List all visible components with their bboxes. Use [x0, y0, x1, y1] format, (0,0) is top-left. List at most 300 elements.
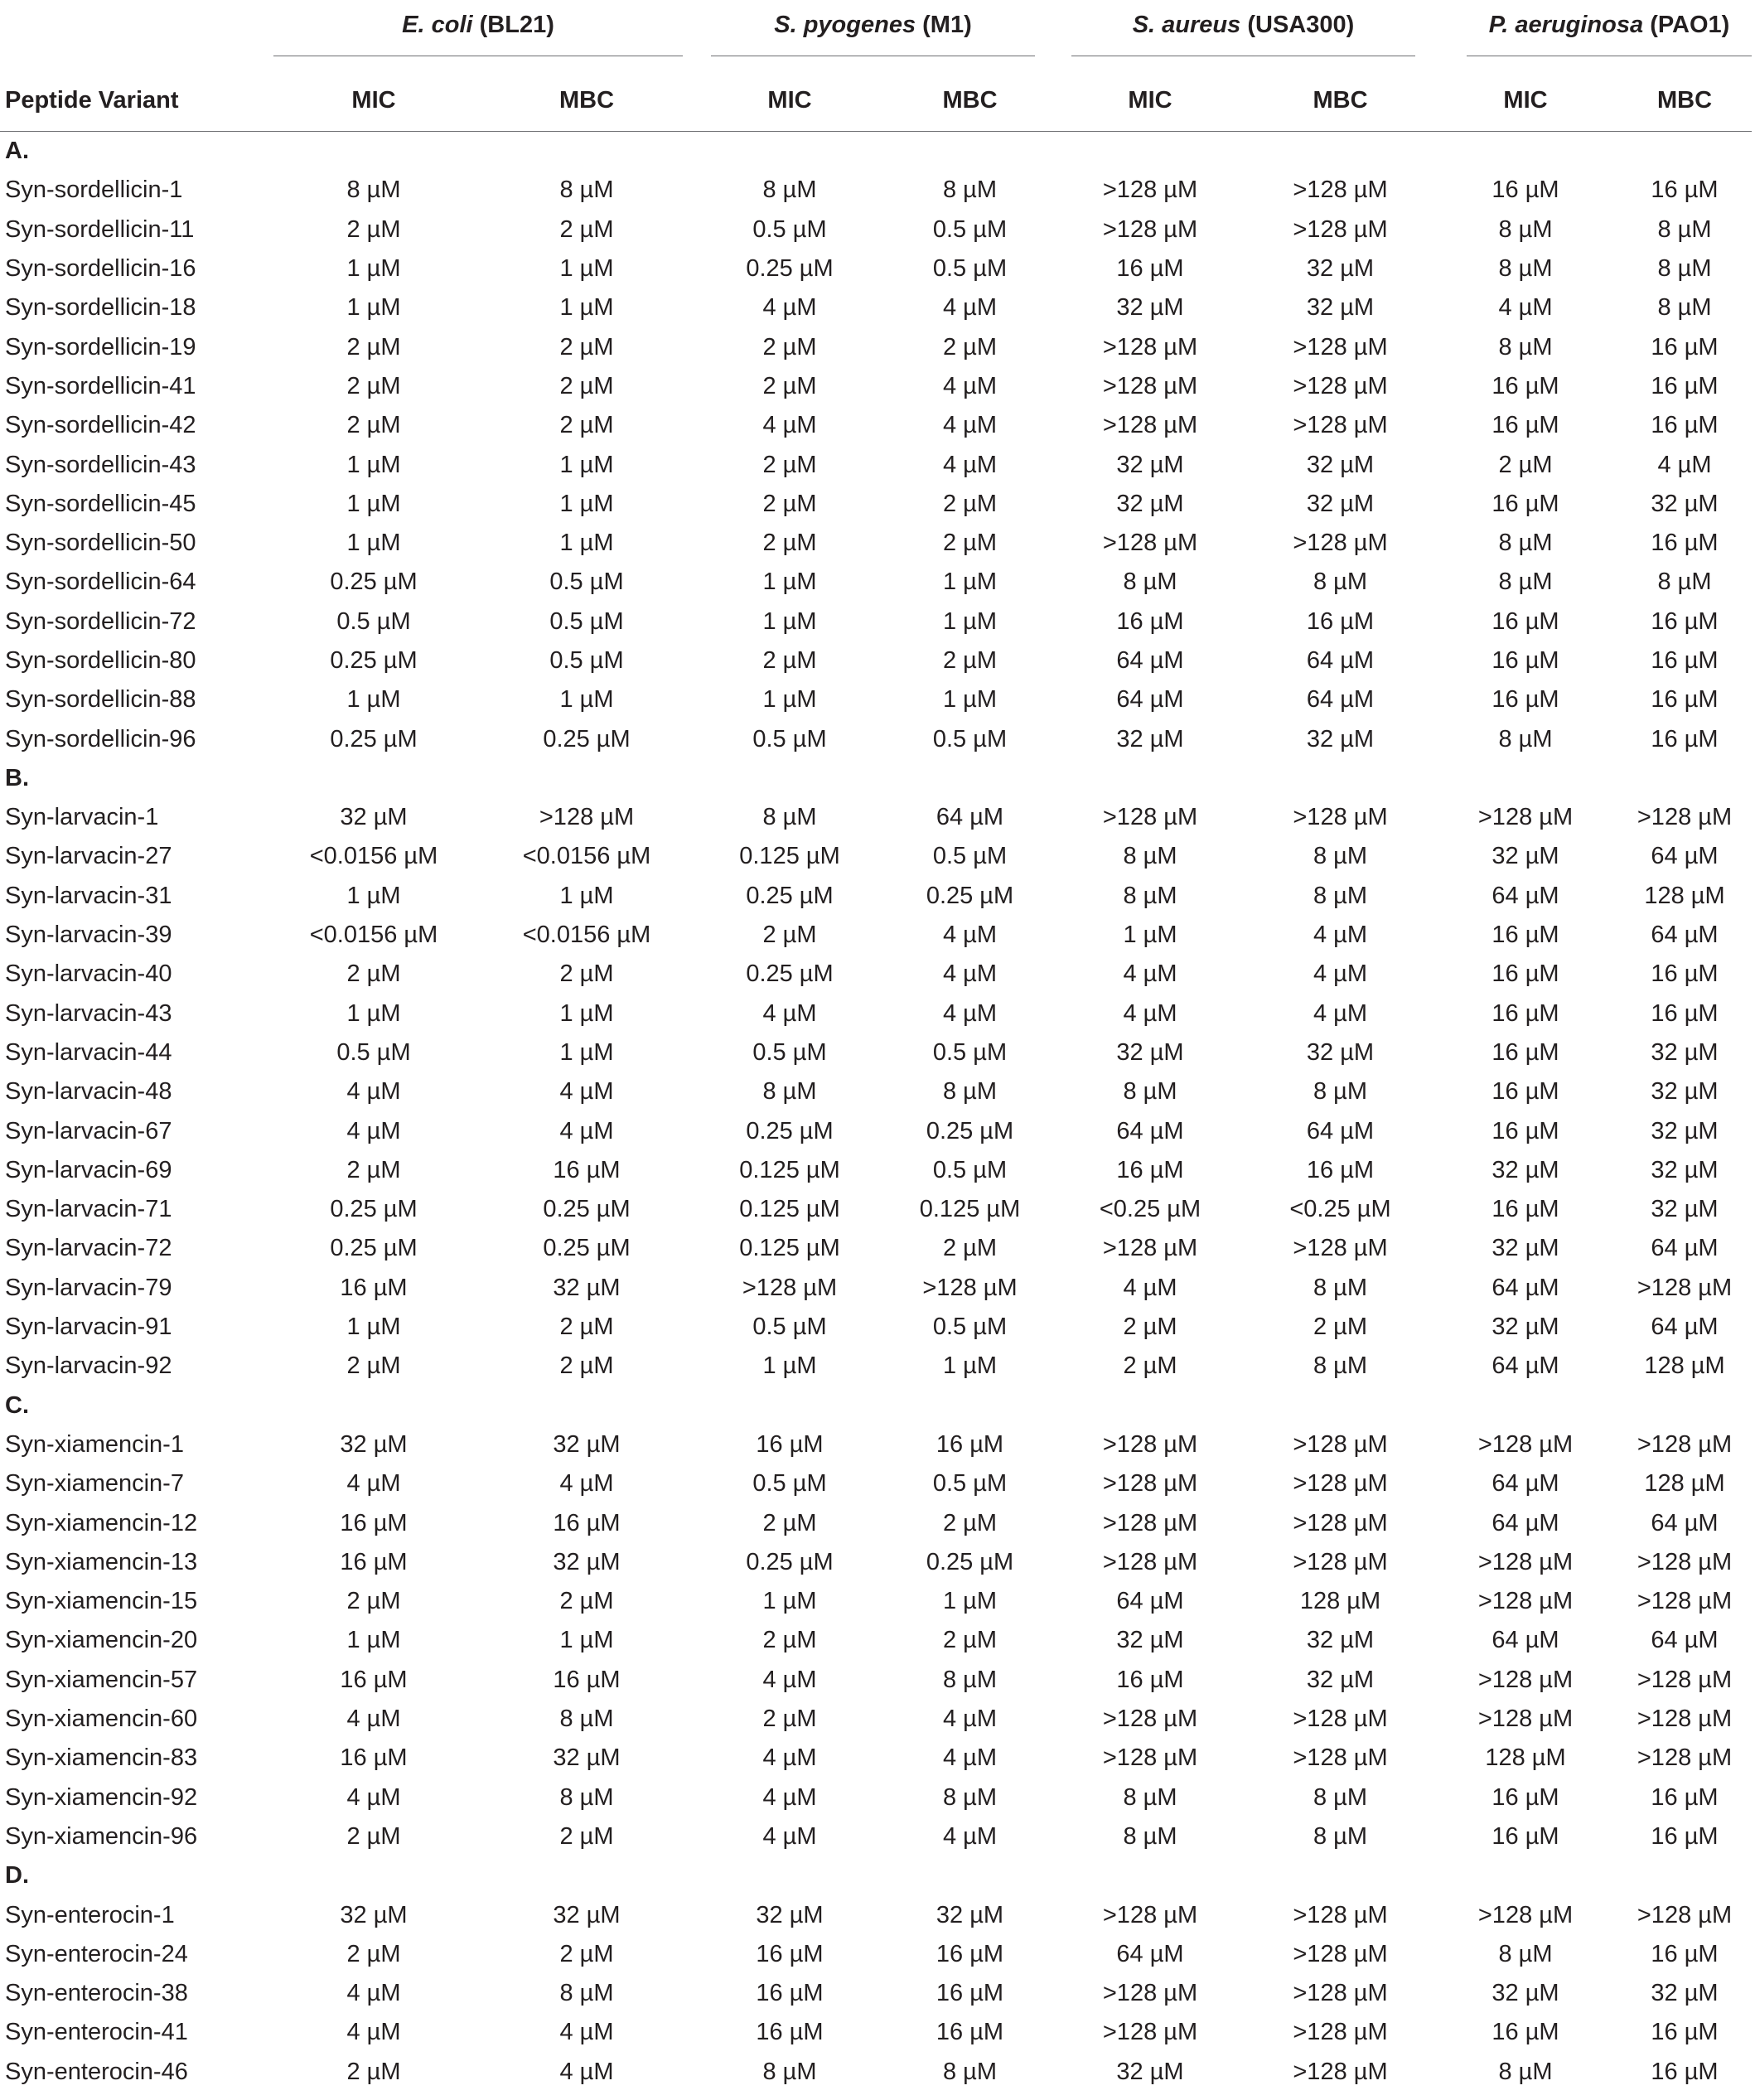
value-cell: 16 µM: [340, 1744, 408, 1772]
value-cell: 0.25 µM: [926, 1117, 1014, 1144]
value-cell: 16 µM: [340, 1548, 408, 1575]
value-cell: 8 µM: [762, 2058, 817, 2085]
peptide-name-cell: Syn-xiamencin-83: [5, 1744, 198, 1772]
value-cell: 8 µM: [1123, 1822, 1177, 1850]
value-cell: 4 µM: [1123, 960, 1177, 988]
organism-name: P. aeruginosa: [1488, 12, 1644, 38]
value-cell: 32 µM: [1306, 1666, 1375, 1693]
value-cell: 16 µM: [553, 1509, 621, 1536]
value-cell: 32 µM: [1651, 1156, 1719, 1183]
value-cell: 16 µM: [1492, 372, 1559, 399]
value-cell: 128 µM: [1485, 1744, 1566, 1772]
value-cell: 8 µM: [942, 1666, 998, 1693]
value-cell: 0.25 µM: [746, 960, 834, 988]
value-cell: 16 µM: [756, 1940, 824, 1967]
value-cell: 0.125 µM: [739, 1235, 840, 1262]
value-cell: >128 µM: [1477, 804, 1574, 831]
value-cell: 16 µM: [1651, 530, 1719, 557]
value-cell: 32 µM: [756, 1901, 824, 1928]
value-cell: 2 µM: [942, 647, 998, 674]
column-header: MIC: [1053, 70, 1247, 132]
group-header-p-aeruginosa: [1433, 0, 1752, 70]
value-cell: 0.5 µM: [752, 215, 827, 243]
value-cell: 4 µM: [942, 1822, 998, 1850]
value-cell: 64 µM: [1651, 922, 1719, 949]
value-cell: 1 µM: [559, 686, 614, 714]
value-cell: >128 µM: [1293, 2019, 1388, 2046]
value-cell: 16 µM: [1651, 177, 1719, 204]
value-cell: 4 µM: [559, 1078, 614, 1106]
value-cell: 4 µM: [762, 999, 817, 1027]
value-cell: >128 µM: [1477, 1548, 1574, 1575]
value-cell: 2 µM: [346, 372, 401, 399]
value-cell: 2 µM: [1123, 1352, 1177, 1380]
value-cell: >128 µM: [1102, 1980, 1198, 2007]
value-cell: >128 µM: [1102, 1235, 1198, 1262]
value-cell: 64 µM: [1492, 1274, 1559, 1301]
table-row: [0, 406, 1752, 445]
value-cell: 0.25 µM: [746, 1548, 834, 1575]
value-cell: 16 µM: [340, 1509, 408, 1536]
value-cell: >128 µM: [1102, 1744, 1198, 1772]
table-row: [0, 524, 1752, 563]
value-cell: 2 µM: [559, 1588, 614, 1615]
value-cell: 32 µM: [1492, 1156, 1559, 1183]
value-cell: >128 µM: [1102, 1901, 1198, 1928]
value-cell: 1 µM: [559, 451, 614, 478]
value-cell: 4 µM: [346, 1117, 401, 1144]
value-cell: 4 µM: [1657, 451, 1712, 478]
value-cell: 8 µM: [1313, 569, 1368, 596]
value-cell: >128 µM: [1477, 1588, 1574, 1615]
value-cell: 32 µM: [1651, 1980, 1719, 2007]
value-cell: 4 µM: [942, 1706, 998, 1733]
value-cell: 16 µM: [936, 1980, 1004, 2007]
value-cell: 32 µM: [340, 1901, 408, 1928]
table-row: [0, 2053, 1752, 2092]
value-cell: 1 µM: [942, 686, 998, 714]
value-cell: 64 µM: [1306, 686, 1375, 714]
value-cell: 1 µM: [559, 530, 614, 557]
value-cell: 32 µM: [1492, 1314, 1559, 1341]
value-cell: >128 µM: [1102, 333, 1198, 360]
value-cell: 2 µM: [762, 1627, 817, 1654]
peptide-name-cell: Syn-xiamencin-15: [5, 1588, 198, 1615]
value-cell: 0.5 µM: [752, 1038, 827, 1066]
value-cell: 1 µM: [1123, 922, 1177, 949]
value-cell: 128 µM: [1644, 1352, 1725, 1380]
value-cell: 1 µM: [942, 607, 998, 635]
section-label: D.: [5, 1862, 29, 1890]
value-cell: <0.0156 µM: [522, 922, 651, 949]
peptide-name-cell: Syn-enterocin-38: [5, 1980, 188, 2007]
value-cell: 4 µM: [346, 1470, 401, 1498]
value-cell: 2 µM: [346, 1822, 401, 1850]
peptide-name-cell: Syn-larvacin-48: [5, 1078, 172, 1106]
value-cell: 16 µM: [1492, 1783, 1559, 1811]
table-body: [0, 132, 1752, 2092]
peptide-name-cell: Syn-sordellicin-41: [5, 372, 196, 399]
value-cell: 2 µM: [942, 530, 998, 557]
value-cell: 4 µM: [762, 1744, 817, 1772]
value-cell: 1 µM: [346, 451, 401, 478]
table-row: [0, 1739, 1752, 1778]
value-cell: 16 µM: [1492, 1822, 1559, 1850]
value-cell: 32 µM: [553, 1744, 621, 1772]
peptide-name-cell: Syn-xiamencin-20: [5, 1627, 198, 1654]
section-header-row: [0, 1856, 1752, 1895]
table-row: [0, 2013, 1752, 2052]
table-row: [0, 367, 1752, 406]
table-row: [0, 1151, 1752, 1190]
peptide-name-cell: Syn-larvacin-44: [5, 1038, 172, 1066]
value-cell: >128 µM: [1637, 1588, 1733, 1615]
value-cell: 2 µM: [1498, 451, 1553, 478]
value-cell: 4 µM: [1313, 960, 1368, 988]
value-cell: 4 µM: [559, 2058, 614, 2085]
peptide-name-cell: Syn-larvacin-1: [5, 804, 159, 831]
value-cell: >128 µM: [1293, 1548, 1388, 1575]
peptide-name-cell: Syn-larvacin-91: [5, 1314, 172, 1341]
table-row: [0, 837, 1752, 876]
value-cell: 1 µM: [942, 569, 998, 596]
peptide-name-cell: Syn-larvacin-79: [5, 1274, 172, 1301]
peptide-name-cell: Syn-sordellicin-45: [5, 490, 196, 517]
table-row: [0, 1700, 1752, 1739]
value-cell: 64 µM: [1116, 647, 1184, 674]
value-cell: 0.5 µM: [932, 1038, 1008, 1066]
value-cell: 0.25 µM: [746, 1117, 834, 1144]
value-cell: 4 µM: [346, 2019, 401, 2046]
peptide-name-cell: Syn-enterocin-41: [5, 2019, 188, 2046]
value-cell: 0.25 µM: [746, 255, 834, 283]
value-cell: 0.5 µM: [932, 1156, 1008, 1183]
value-cell: 0.5 µM: [752, 1470, 827, 1498]
value-cell: 16 µM: [1492, 922, 1559, 949]
organism-header-row: [0, 0, 1752, 70]
value-cell: >128 µM: [1637, 804, 1733, 831]
value-cell: 1 µM: [559, 1038, 614, 1066]
value-cell: 16 µM: [1116, 1666, 1184, 1693]
table-row: [0, 1111, 1752, 1150]
table-row: [0, 1347, 1752, 1386]
value-cell: 16 µM: [1116, 255, 1184, 283]
table-row: [0, 955, 1752, 994]
strain-name: (M1): [922, 12, 972, 38]
value-cell: >128 µM: [1293, 215, 1388, 243]
value-cell: >128 µM: [1477, 1430, 1574, 1458]
value-cell: 4 µM: [1313, 922, 1368, 949]
value-cell: 2 µM: [1123, 1314, 1177, 1341]
value-cell: 16 µM: [1116, 607, 1184, 635]
value-cell: 1 µM: [346, 1627, 401, 1654]
value-cell: >128 µM: [1293, 333, 1388, 360]
value-cell: >128 µM: [1293, 1509, 1388, 1536]
value-cell: 2 µM: [346, 333, 401, 360]
value-cell: 8 µM: [1313, 1822, 1368, 1850]
value-cell: 4 µM: [346, 1706, 401, 1733]
table-row: [0, 602, 1752, 641]
value-cell: 8 µM: [762, 804, 817, 831]
value-cell: 2 µM: [942, 1509, 998, 1536]
section-header-row: [0, 759, 1752, 798]
table-row: [0, 563, 1752, 602]
value-cell: 32 µM: [1306, 451, 1375, 478]
header-spacer: [0, 0, 267, 70]
value-cell: 32 µM: [553, 1548, 621, 1575]
value-cell: 4 µM: [346, 1783, 401, 1811]
value-cell: 2 µM: [346, 215, 401, 243]
peptide-name-cell: Syn-larvacin-27: [5, 843, 172, 870]
peptide-name-cell: Syn-larvacin-92: [5, 1352, 172, 1380]
value-cell: 4 µM: [559, 2019, 614, 2046]
value-cell: >128 µM: [922, 1274, 1018, 1301]
value-cell: 16 µM: [936, 2019, 1004, 2046]
value-cell: >128 µM: [1102, 372, 1198, 399]
value-cell: 2 µM: [346, 960, 401, 988]
value-cell: >128 µM: [1102, 1548, 1198, 1575]
value-cell: 1 µM: [559, 255, 614, 283]
value-cell: 4 µM: [762, 1822, 817, 1850]
table-row: [0, 485, 1752, 524]
value-cell: 32 µM: [1116, 2058, 1184, 2085]
value-cell: 16 µM: [1492, 1078, 1559, 1106]
value-cell: 64 µM: [1651, 1314, 1719, 1341]
value-cell: >128 µM: [1637, 1901, 1733, 1928]
value-cell: 1 µM: [346, 999, 401, 1027]
value-cell: 4 µM: [942, 1744, 998, 1772]
value-cell: 16 µM: [1116, 1156, 1184, 1183]
value-cell: 0.5 µM: [336, 1038, 411, 1066]
value-cell: >128 µM: [1102, 215, 1198, 243]
peptide-name-cell: Syn-sordellicin-19: [5, 333, 196, 360]
value-cell: 1 µM: [559, 294, 614, 322]
peptide-name-cell: Syn-larvacin-31: [5, 882, 172, 909]
value-cell: 1 µM: [559, 1627, 614, 1654]
value-cell: 4 µM: [346, 1078, 401, 1106]
value-cell: 0.5 µM: [336, 607, 411, 635]
value-cell: <0.25 µM: [1289, 1196, 1391, 1223]
value-cell: 0.25 µM: [330, 1196, 418, 1223]
value-cell: 8 µM: [1498, 2058, 1553, 2085]
value-cell: 2 µM: [559, 215, 614, 243]
value-cell: 2 µM: [762, 451, 817, 478]
value-cell: >128 µM: [1102, 2019, 1198, 2046]
value-cell: 16 µM: [936, 1940, 1004, 1967]
table-row: [0, 994, 1752, 1033]
value-cell: 0.25 µM: [543, 1235, 631, 1262]
section-header-row: [0, 132, 1752, 172]
value-cell: >128 µM: [1293, 177, 1388, 204]
value-cell: 0.5 µM: [549, 647, 624, 674]
value-cell: 8 µM: [1313, 1352, 1368, 1380]
strain-name: (BL21): [479, 12, 554, 38]
value-cell: 64 µM: [1116, 1117, 1184, 1144]
value-cell: 0.125 µM: [739, 1156, 840, 1183]
peptide-name-cell: Syn-sordellicin-80: [5, 647, 196, 674]
peptide-name-cell: Syn-sordellicin-50: [5, 530, 196, 557]
value-cell: >128 µM: [1293, 530, 1388, 557]
value-cell: 4 µM: [942, 922, 998, 949]
table-row: [0, 1974, 1752, 2013]
peptide-name-cell: Syn-sordellicin-72: [5, 607, 196, 635]
value-cell: 16 µM: [1492, 607, 1559, 635]
value-cell: >128 µM: [1293, 1980, 1388, 2007]
value-cell: 64 µM: [1116, 1940, 1184, 1967]
table-row: [0, 1190, 1752, 1229]
value-cell: 1 µM: [346, 530, 401, 557]
value-cell: 8 µM: [942, 177, 998, 204]
value-cell: 8 µM: [942, 1783, 998, 1811]
value-cell: 2 µM: [1313, 1314, 1368, 1341]
column-header: MIC: [267, 70, 481, 132]
value-cell: >128 µM: [1293, 1470, 1388, 1498]
value-cell: 2 µM: [762, 333, 817, 360]
peptide-name-cell: Syn-sordellicin-43: [5, 451, 196, 478]
value-cell: 32 µM: [1116, 490, 1184, 517]
table-row: [0, 249, 1752, 288]
value-cell: 8 µM: [1657, 215, 1712, 243]
value-cell: 1 µM: [762, 686, 817, 714]
table-row: [0, 1072, 1752, 1111]
value-cell: 16 µM: [553, 1666, 621, 1693]
value-cell: 32 µM: [1492, 1980, 1559, 2007]
value-cell: 4 µM: [942, 960, 998, 988]
value-cell: 0.5 µM: [549, 607, 624, 635]
value-cell: 32 µM: [1651, 1078, 1719, 1106]
value-cell: 2 µM: [346, 1940, 401, 1967]
value-cell: 32 µM: [1651, 1117, 1719, 1144]
value-cell: 2 µM: [346, 1352, 401, 1380]
value-cell: 4 µM: [942, 372, 998, 399]
value-cell: 8 µM: [1498, 725, 1553, 752]
table-row: [0, 1582, 1752, 1621]
value-cell: 8 µM: [1657, 569, 1712, 596]
value-cell: 2 µM: [942, 490, 998, 517]
peptide-name-cell: Syn-sordellicin-16: [5, 255, 196, 283]
peptide-name-cell: Syn-xiamencin-7: [5, 1470, 184, 1498]
peptide-name-cell: Syn-sordellicin-64: [5, 569, 196, 596]
peptide-name-cell: Syn-enterocin-46: [5, 2058, 188, 2085]
value-cell: 8 µM: [762, 1078, 817, 1106]
value-cell: 8 µM: [1123, 843, 1177, 870]
value-cell: 16 µM: [1492, 2019, 1559, 2046]
value-cell: 64 µM: [1651, 1235, 1719, 1262]
value-cell: 32 µM: [1651, 1038, 1719, 1066]
value-cell: <0.25 µM: [1099, 1196, 1201, 1223]
value-cell: >128 µM: [1637, 1274, 1733, 1301]
table-row: [0, 210, 1752, 249]
value-cell: 1 µM: [762, 1352, 817, 1380]
value-cell: 8 µM: [1313, 1274, 1368, 1301]
value-cell: 16 µM: [1651, 2058, 1719, 2085]
value-cell: 32 µM: [340, 804, 408, 831]
value-cell: 4 µM: [559, 1117, 614, 1144]
column-header: MBC: [887, 70, 1053, 132]
table-row: [0, 1425, 1752, 1464]
value-cell: 8 µM: [559, 1706, 614, 1733]
value-cell: 1 µM: [942, 1352, 998, 1380]
value-cell: 16 µM: [1651, 1822, 1719, 1850]
peptide-name-cell: Syn-larvacin-72: [5, 1235, 172, 1262]
value-cell: >128 µM: [539, 804, 635, 831]
value-cell: 0.25 µM: [926, 882, 1014, 909]
value-cell: 2 µM: [559, 372, 614, 399]
value-cell: 0.5 µM: [932, 1314, 1008, 1341]
value-cell: 8 µM: [942, 2058, 998, 2085]
value-cell: 0.5 µM: [932, 255, 1008, 283]
value-cell: >128 µM: [1637, 1666, 1733, 1693]
value-cell: 32 µM: [553, 1901, 621, 1928]
value-cell: >128 µM: [1102, 804, 1198, 831]
value-cell: >128 µM: [742, 1274, 838, 1301]
value-cell: 0.25 µM: [330, 569, 418, 596]
value-cell: 4 µM: [762, 1666, 817, 1693]
peptide-name-cell: Syn-larvacin-39: [5, 922, 172, 949]
organism-name: S. aureus: [1132, 12, 1241, 38]
value-cell: 4 µM: [942, 451, 998, 478]
value-cell: >128 µM: [1293, 1235, 1388, 1262]
group-header-s-pyogenes: [693, 0, 1053, 70]
value-cell: 32 µM: [1306, 255, 1375, 283]
table-row: [0, 1895, 1752, 1934]
value-cell: 64 µM: [1116, 1588, 1184, 1615]
value-cell: 0.25 µM: [926, 1548, 1014, 1575]
value-cell: 1 µM: [346, 1314, 401, 1341]
value-cell: 16 µM: [1651, 960, 1719, 988]
table-row: [0, 1621, 1752, 1660]
value-cell: >128 µM: [1102, 1706, 1198, 1733]
peptide-name-cell: Syn-larvacin-67: [5, 1117, 172, 1144]
value-cell: 16 µM: [1492, 647, 1559, 674]
value-cell: <0.0156 µM: [309, 922, 438, 949]
table-row: [0, 327, 1752, 366]
table-row: [0, 1308, 1752, 1347]
value-cell: 0.25 µM: [330, 725, 418, 752]
value-cell: 8 µM: [762, 177, 817, 204]
value-cell: 2 µM: [559, 412, 614, 439]
value-cell: 32 µM: [1306, 1038, 1375, 1066]
table-row: [0, 1269, 1752, 1308]
table-row: [0, 1543, 1752, 1582]
table-row: [0, 288, 1752, 327]
value-cell: 2 µM: [762, 1706, 817, 1733]
peptide-name-cell: Syn-xiamencin-92: [5, 1783, 198, 1811]
table-row: [0, 1503, 1752, 1542]
value-cell: >128 µM: [1102, 1430, 1198, 1458]
value-cell: 32 µM: [553, 1430, 621, 1458]
value-cell: 1 µM: [762, 1588, 817, 1615]
value-cell: 32 µM: [340, 1430, 408, 1458]
peptide-name-cell: Syn-xiamencin-12: [5, 1509, 198, 1536]
peptide-name-cell: Syn-sordellicin-18: [5, 294, 196, 322]
value-cell: 64 µM: [1306, 1117, 1375, 1144]
value-cell: 32 µM: [1651, 1196, 1719, 1223]
value-cell: 16 µM: [1651, 1940, 1719, 1967]
value-cell: 2 µM: [559, 1314, 614, 1341]
value-cell: 64 µM: [1306, 647, 1375, 674]
organism-name: E. coli: [402, 12, 473, 38]
value-cell: 16 µM: [1492, 490, 1559, 517]
peptide-name-cell: Syn-larvacin-71: [5, 1196, 172, 1223]
value-cell: >128 µM: [1477, 1901, 1574, 1928]
value-cell: 32 µM: [1116, 294, 1184, 322]
value-cell: 1 µM: [762, 607, 817, 635]
value-cell: >128 µM: [1102, 1509, 1198, 1536]
value-cell: 2 µM: [762, 647, 817, 674]
value-cell: >128 µM: [1293, 804, 1388, 831]
section-header-row: [0, 1386, 1752, 1425]
